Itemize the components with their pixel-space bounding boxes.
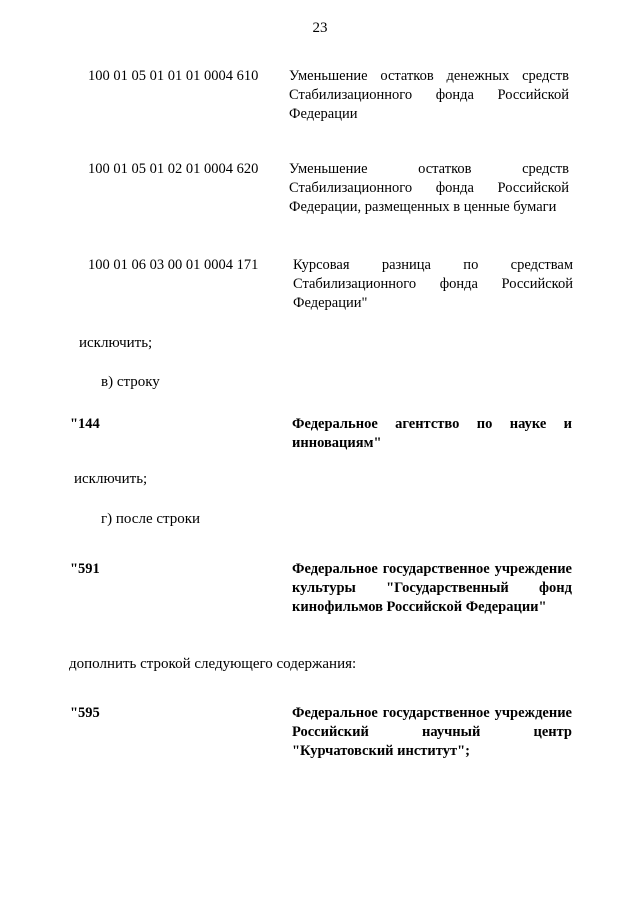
budget-description: Уменьшение остатков средств Стабилизационного фонда Российской Федерации, размещенных в ценные бумаги — [289, 161, 569, 215]
budget-description: Курсовая разница по средствам Стабилизационного фонда Российской Федерации" — [293, 257, 573, 311]
budget-code: 100 01 05 01 02 01 0004 620 — [88, 161, 259, 177]
agency-name: Федеральное государственное учреждение Российский научный центр "Курчатовский институт"; — [292, 705, 572, 759]
page-number: 23 — [312, 20, 328, 36]
budget-code: 100 01 06 03 00 01 0004 171 — [88, 257, 259, 273]
agency-code: "144 — [70, 416, 100, 432]
instruction-exclude: исключить; — [74, 471, 148, 487]
instruction-exclude: исключить; — [79, 335, 153, 351]
agency-code: "595 — [70, 705, 100, 721]
instruction-item-v: в) строку — [101, 374, 160, 390]
instruction-item-g: г) после строки — [101, 511, 201, 527]
agency-name: Федеральное агентство по науке и инновациям" — [292, 416, 572, 451]
agency-name: Федеральное государственное учреждение культуры "Государственный фонд кинофильмов Российской Федерации" — [292, 561, 572, 615]
instruction-append: дополнить строкой следующего содержания: — [69, 656, 357, 672]
budget-code: 100 01 05 01 01 01 0004 610 — [88, 68, 259, 84]
budget-description: Уменьшение остатков денежных средств Стабилизационного фонда Российской Федерации — [289, 68, 569, 122]
agency-code: "591 — [70, 561, 100, 577]
